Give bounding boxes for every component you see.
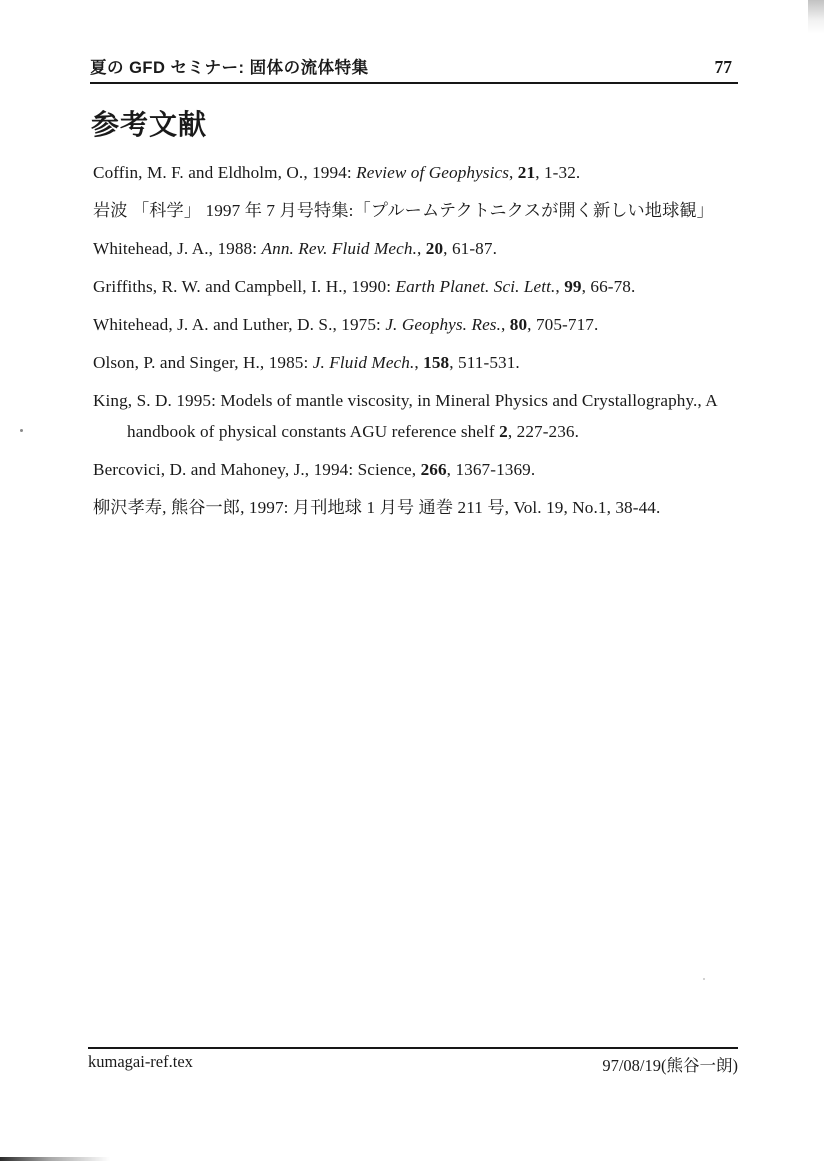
reference-item: King, S. D. 1995: Models of mantle viscosity, in Mineral Physics and Crystallography., A handbook of physical constants AGU reference shelf 2, 227-236. xyxy=(93,391,718,441)
page-footer xyxy=(88,1047,738,1076)
reference-item: Coffin, M. F. and Eldholm, O., 1994: Review of Geophysics, 21, 1-32. xyxy=(93,163,581,182)
running-title: 夏の GFD セミナー: 固体の流体特集 xyxy=(90,59,369,77)
reference-list xyxy=(93,157,743,530)
reference-item: Olson, P. and Singer, H., 1985: J. Fluid Mech., 158, 511-531. xyxy=(93,353,520,372)
section-title: 参考文献 xyxy=(91,109,208,140)
reference-item: Griffiths, R. W. and Campbell, I. H., 1990: Earth Planet. Sci. Lett., 99, 66-78. xyxy=(93,277,636,296)
scan-smudge xyxy=(0,1157,110,1161)
page-header xyxy=(90,54,738,84)
reference-item: Whitehead, J. A. and Luther, D. S., 1975: J. Geophys. Res., 80, 705-717. xyxy=(93,315,599,334)
page-number: 77 xyxy=(714,57,732,77)
footer-date: 97/08/19(熊谷一朗) xyxy=(602,1056,738,1075)
reference-item: 柳沢孝寿, 熊谷一郎, 1997: 月刊地球 1 月号 通巻 211 号, Vol. 19, No.1, 38-44. xyxy=(93,498,661,517)
reference-item: Bercovici, D. and Mahoney, J., 1994: Science, 266, 1367-1369. xyxy=(93,460,536,479)
footer-filename: kumagai-ref.tex xyxy=(88,1052,193,1071)
reference-item: 岩波 「科学」 1997 年 7 月号特集:「プルームテクトニクスが開く新しい地球観」 xyxy=(93,201,714,220)
scan-speck xyxy=(703,978,705,980)
reference-item: Whitehead, J. A., 1988: Ann. Rev. Fluid Mech., 20, 61-87. xyxy=(93,239,497,258)
scan-smudge xyxy=(808,0,824,34)
scan-speck xyxy=(20,429,23,432)
